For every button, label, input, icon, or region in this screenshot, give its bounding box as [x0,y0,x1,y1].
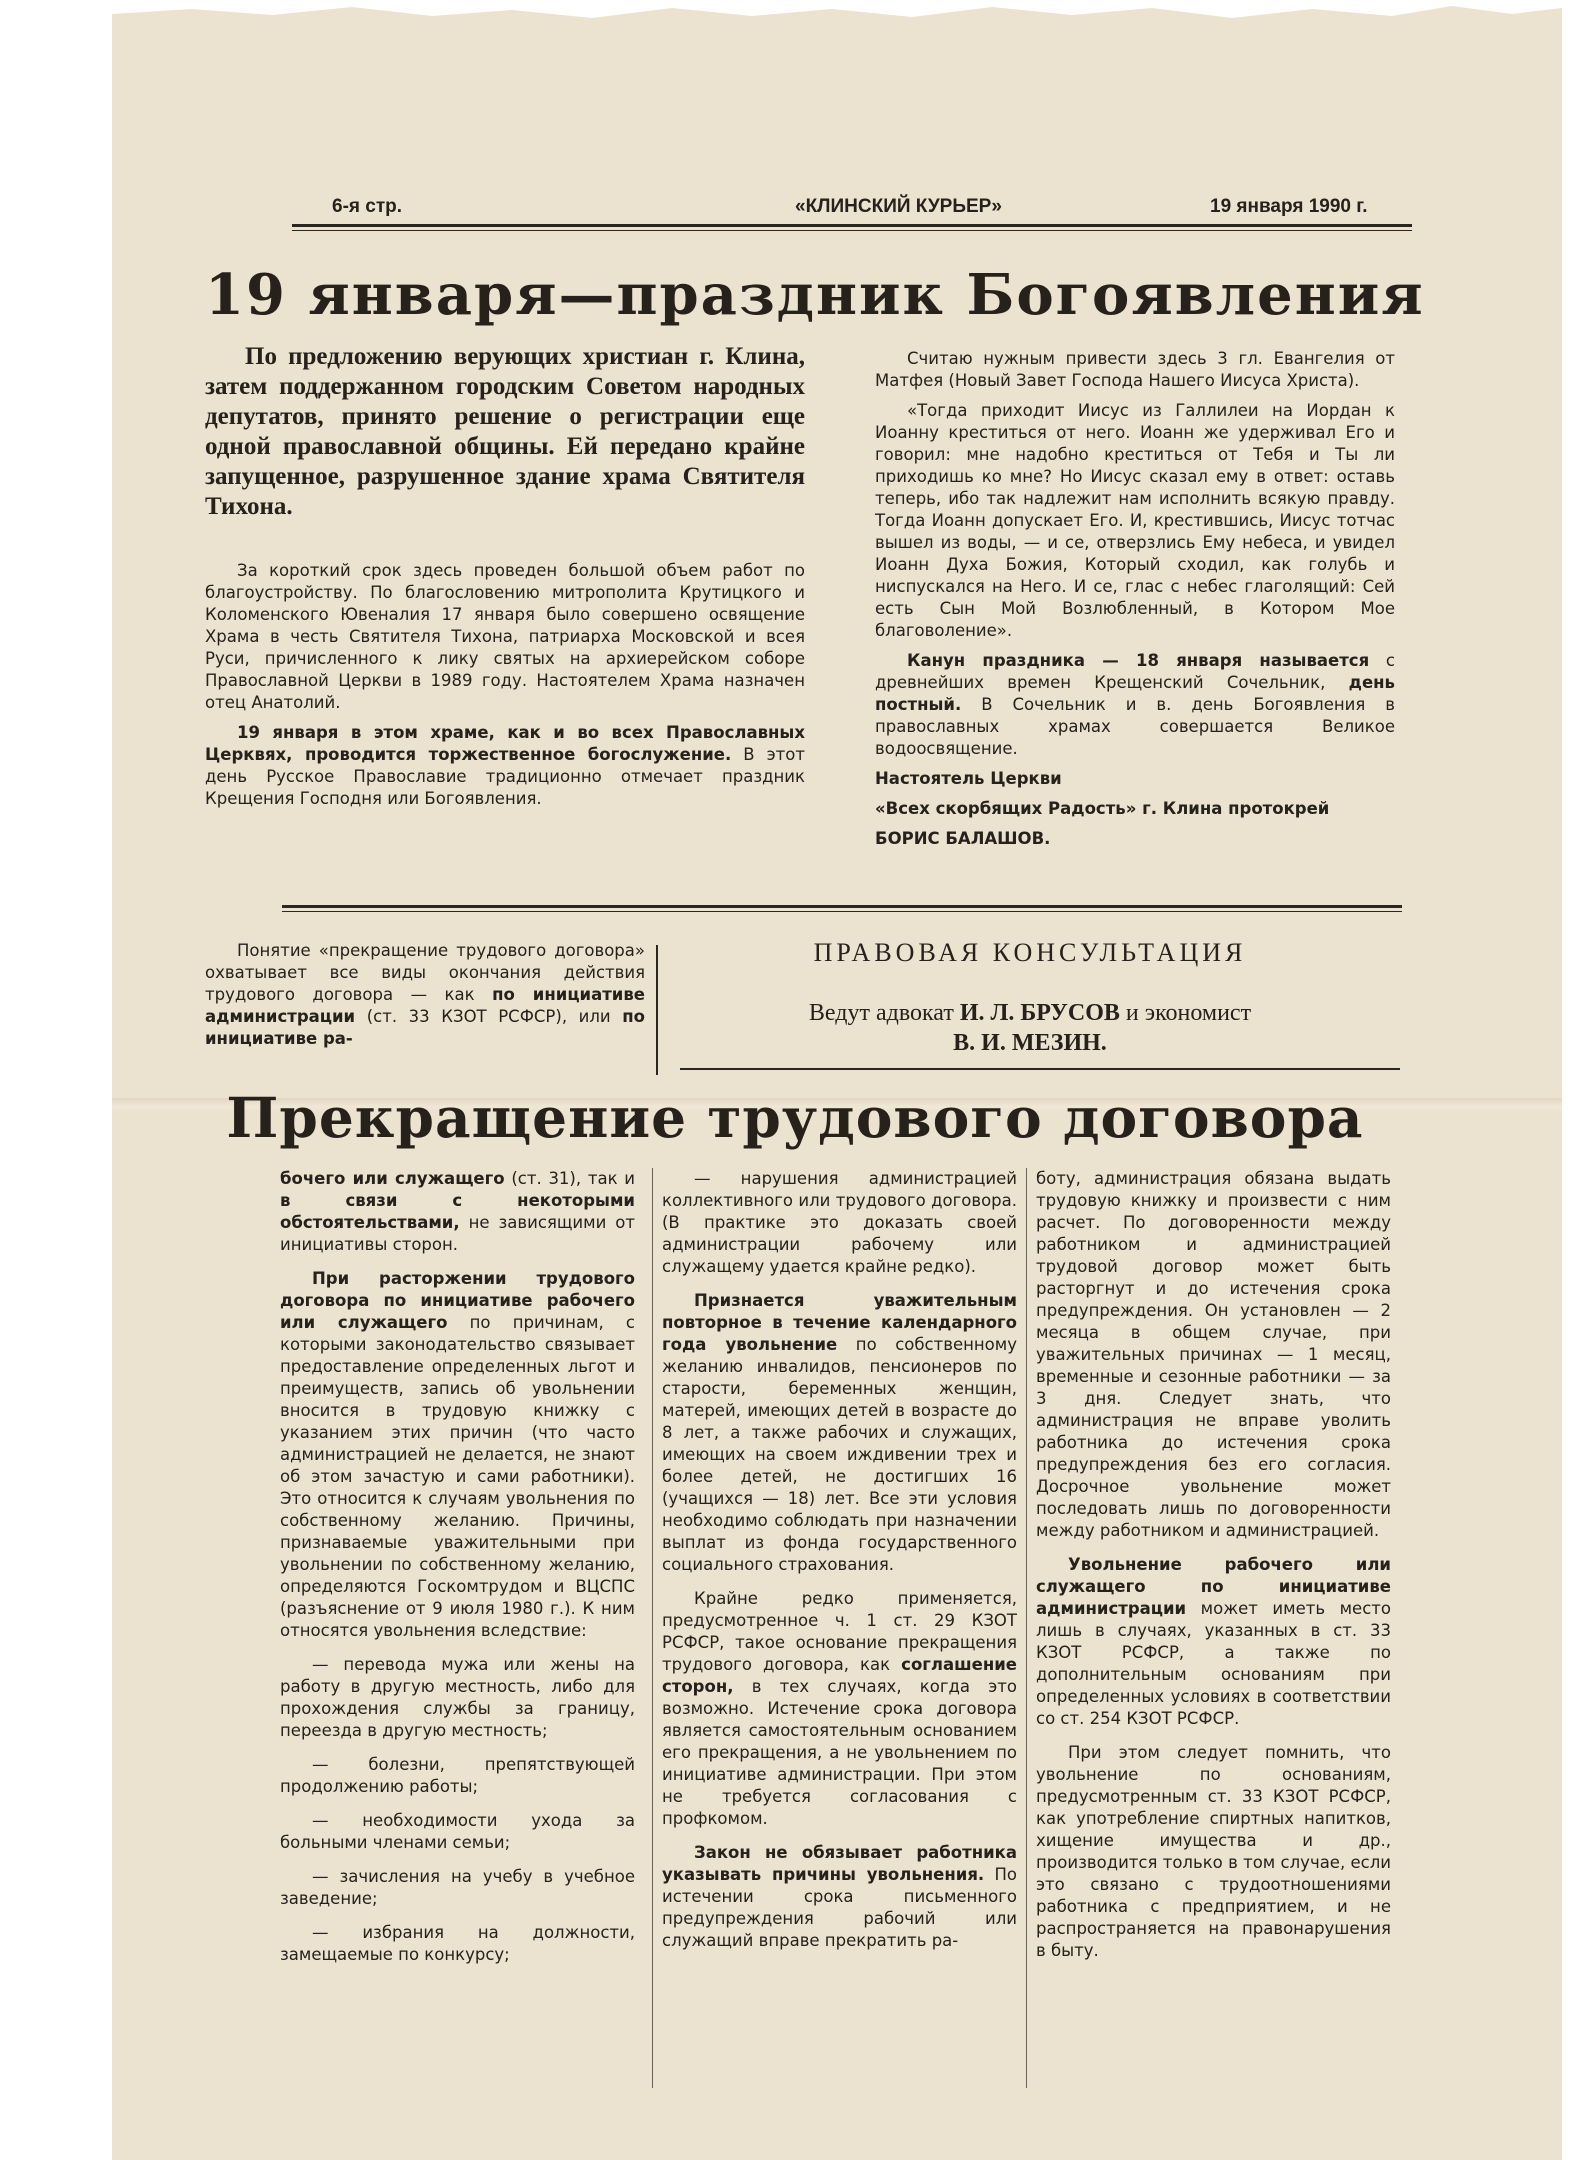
text: Крайне редко применяется, предусмотренное ч. 1 ст. 29 КЗОТ РСФСР, такое основание прекращения трудового договора, как [662,1589,1017,1674]
bold-text: 19 января в этом храме, как и во всех Православных Церквях, проводится торжественное богослужение. [205,723,805,764]
text: (ст. 33 КЗОТ РСФСР), или [355,1007,623,1026]
article2-column-3 [1036,1168,1391,1974]
bold-text: Признается уважительным повторное в течение календарного года увольнение [662,1291,1017,1354]
text: (ст. 31), так и [504,1169,636,1188]
lead-paragraph: По предложению верующих христиан г. Клина, затем поддержанном городским Советом народных депутатов, принято решение о регистрации еще одной православной общины. Ей передано крайне запущенное, разрушенное здание храма Святителя Тихона. [205,343,805,520]
list-item: — болезни, препятствующей продолжению работы; [280,1755,635,1796]
list-item: — зачисления на учебу в учебное заведение; [280,1867,635,1908]
column-divider [656,945,658,1075]
section-rule-thin [282,911,1402,912]
paragraph: Считаю нужным привести здесь 3 гл. Евангелия от Матфея (Новый Завет Господа Нашего Иисуса Христа). [875,349,1395,390]
article-title: 19 января—праздник Богоявления [205,262,1425,328]
header-rule-thin [292,230,1412,231]
article2-title: Прекращение трудового договора [226,1085,1364,1150]
bold-text: Закон не обязывает работника указывать причины увольнения. [662,1843,1017,1884]
author-name: В. И. МЕЗИН. [953,1030,1107,1056]
header-rule [292,224,1412,227]
paragraph: При этом следует помнить, что увольнение по основаниям, предусмотренным ст. 33 КЗОТ РСФСР, как употребление спиртных напитков, хищение имущества и др., производится только в том случае, если это связано с трудоотношениями работника с предприятием, и не распространяется на правонарушения в быту. [1036,1743,1391,1960]
column-divider [652,1168,653,2088]
bold-text: При расторжении трудового договора по инициативе рабочего или служащего [280,1269,635,1332]
text: По истечении срока письменного предупреждения рабочий или служащий вправе прекратить ра- [662,1865,1017,1950]
text: не зависящими от инициативы сторон. [280,1213,635,1254]
paragraph [662,1842,1017,1952]
text: в тех случаях, когда это возможно. Истечение срока договора является самостоятельным основанием его прекращения, а не увольнением по инициативе администрации. При этом не требуется согласования с профкомом. [662,1677,1017,1828]
bold-text: по инициативе администрации [205,985,645,1026]
paragraph [1036,1554,1391,1730]
paragraph [662,1588,1017,1830]
paragraph [205,722,805,810]
rubric-rule [680,1068,1400,1070]
bold-text: в связи с некоторыми обстоятельствами, [280,1191,635,1232]
rubric-title: ПРАВОВАЯ КОНСУЛЬТАЦИЯ [813,938,1247,967]
text: по собственному желанию инвалидов, пенсионеров по старости, беременных женщин, матерей, имеющих детей в возрасте до 8 лет, а также рабочих и служащих, имеющих на своем иждивении трех и более детей, не достигших 16 (учащихся — 18) лет. Все эти условия необходимо соблюдать при назначении выплат из фонда государственного социального страхования. [662,1335,1017,1574]
text: может иметь место лишь в случаях, указанных в ст. 33 КЗОТ РСФСР, а также по дополнительным основаниям при определенных условиях в соответствии со ст. 254 КЗОТ РСФСР. [1036,1599,1391,1728]
gospel-quote: «Тогда приходит Иисус из Галлилеи на Иордан к Иоанну креститься от него. Иоанн же удерживал Его и говорил: мне надобно креститься от Тебя и Ты ли приходишь ко мне? Но Иисус сказал ему в ответ: оставь теперь, ибо так надлежит нам исполнить всякую правду. Тогда Иоанн допускает Его. И, крестившись, Иисус тотчас вышел из воды, — и се, отверзлись Ему небеса, и увидел Иоанн Духа Божия, Который сходил, как голубь и ниспускался на Него. И се, глас с небес глаголящий: Сей есть Сын Мой Возлюбленный, в Котором Мое благоволение». [875,401,1395,640]
text: В Сочельник и в. день Богоявления в православных храмах совершается Великое водоосвящение. [875,695,1395,758]
bold-text: Увольнение рабочего или служащего по инициативе администрации [1036,1555,1391,1618]
column-divider [1026,1168,1027,2088]
signature-line-2: «Всех скорбящих Радость» г. Клина протокрей [875,799,1330,818]
bold-text: бочего или служащего [280,1169,505,1188]
list-item: — необходимости ухода за больными членами семьи; [280,1811,635,1852]
article-lead [205,342,805,522]
article2-column-2 [662,1168,1017,1964]
torn-top-edge [112,0,1562,26]
newspaper-name: «КЛИНСКИЙ КУРЬЕР» [795,196,1002,217]
article-column-2 [875,348,1395,858]
article2-column-1 [280,1168,635,1978]
paragraph [280,1168,635,1256]
list-item: — избрания на должности, замещаемые по конкурсу; [280,1923,635,1964]
list-item: — перевода мужа или жены на работу в другую местность, либо для прохождения службы за границу, переезда в другую местность; [280,1655,635,1740]
page-number: 6-я стр. [332,196,403,217]
article-column-1 [205,560,805,818]
section-rule [282,905,1402,908]
paragraph: боту, администрация обязана выдать трудовую книжку и произвести с ним расчет. По договоренности между работником и администрацией трудовой договор может быть расторгнут и до истечения срока предупреждения. Он установлен — 2 месяца в общем случае, при уважительных причинах — 1 месяц, временные и сезонные работники — за 3 дня. Следует знать, что администрация не вправе уволить работника до истечения срока предупреждения без его согласия. Досрочное увольнение может последовать лишь по договоренности между работником и администрацией. [1036,1169,1391,1540]
paragraph [662,1290,1017,1576]
text: В этот день Русское Православие традиционно отмечает праздник Крещения Господня или Богоявления. [205,745,805,808]
author-name: И. Л. БРУСОВ [959,1000,1120,1026]
paragraph [205,940,645,1050]
signature-name: БОРИС БАЛАШОВ. [875,829,1051,848]
paragraph: — нарушения администрацией коллективного или трудового договора. (В практике это доказать своей администрации рабочему или служащему удается крайне редко). [662,1169,1017,1276]
text: и экономист [1119,1000,1252,1026]
paragraph [280,1268,635,1642]
signature-line-1: Настоятель Церкви [875,769,1062,788]
paragraph [875,650,1395,760]
text: Ведут адвокат [808,1000,960,1026]
issue-date: 19 января 1990 г. [1210,196,1368,217]
bold-text: соглашение сторон, [662,1655,1017,1696]
bold-text: Канун праздника — 18 января называется [907,651,1370,670]
bold-text: по инициативе ра- [205,1007,645,1048]
article2-intro [205,940,645,1050]
bold-text: день постный. [875,673,1395,714]
paragraph: За короткий срок здесь проведен большой объем работ по благоустройству. По благословению митрополита Крутицкого и Коломенского Ювеналия 17 января было совершено освящение Храма в честь Святителя Тихона, патриарха Московской и всея Руси, причисленного к лику святых на архиерейском соборе Православной Церкви в 1989 году. Настоятелем Храма назначен отец Анатолий. [205,561,805,712]
rubric-authors [680,998,1380,1058]
text: по причинам, с которыми законодательство связывает предоставление определенных льгот и преимуществ, запись об увольнении вносится в трудовую книжку с указанием этих причин (что часто администрацией не делается, не знают об этом зачастую и сами работники). Это относится к случаям увольнения по собственному желанию. Причины, признаваемые уважительными при увольнении по собственному желанию, определяются Госкомтрудом и ВЦСПС (разъяснение от 9 июля 1980 г.). К ним относятся увольнения вследствие: [280,1313,635,1640]
text: с древнейших времен Крещенский Сочельник, [875,651,1395,692]
text: Понятие «прекращение трудового договора» охватывает все виды окончания действия трудового договора — как [205,941,645,1004]
